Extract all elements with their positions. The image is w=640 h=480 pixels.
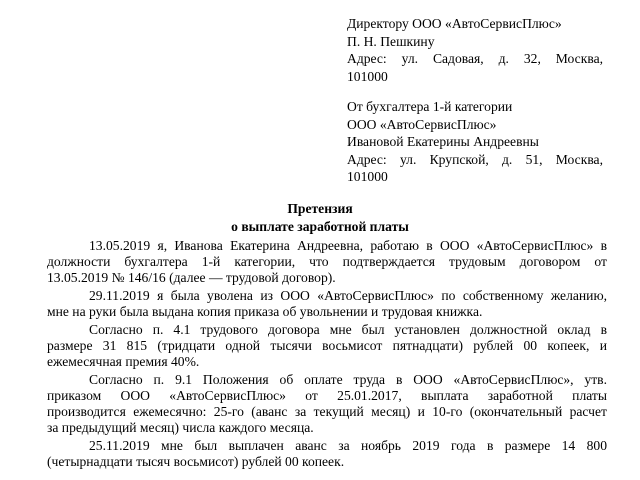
paragraph — [47, 438, 607, 470]
sender-line: Адрес: ул. Крупской, д. 51, Москва, — [347, 151, 603, 167]
paragraph-line: Согласно п. 9.1 Положения об оплате труда в ООО «АвтоСервисПлюс», утв. — [89, 372, 607, 387]
paragraph-line: должности бухгалтера 1-й категории, что подтверждается трудовым договором от — [47, 254, 607, 269]
paragraph-line: приказом ООО «АвтоСервисПлюс» от 25.01.2017, выплата заработной платы — [47, 388, 607, 403]
sender-block — [347, 98, 603, 186]
document-title: Претензия — [287, 201, 353, 216]
sender-line: 101000 — [347, 169, 388, 185]
paragraph-line: 13.05.2019 № 146/16 (далее — трудовой договор). — [47, 270, 336, 285]
paragraph-line: за предыдущий месяц) числа каждого месяца. — [47, 420, 314, 435]
recipient-line: Адрес: ул. Садовая, д. 32, Москва, — [347, 51, 603, 67]
paragraph-line: 29.11.2019 я была уволена из ООО «АвтоСервисПлюс» по собственному желанию, — [89, 288, 607, 303]
paragraph — [47, 322, 607, 370]
paragraph-line: Согласно п. 4.1 трудового договора мне был установлен должностной оклад в — [89, 322, 607, 337]
document-subtitle: о выплате заработной платы — [231, 219, 409, 234]
recipient-line: П. Н. Пешкину — [347, 33, 435, 49]
paragraph-line: (четырнадцати тысяч восьмисот) рублей 00 копеек. — [47, 454, 345, 469]
recipient-line: Директору ООО «АвтоСервисПлюс» — [347, 16, 562, 31]
recipient-line: 101000 — [347, 68, 388, 84]
paragraph-line: мне на руки была выдана копия приказа об увольнении и трудовая книжка. — [47, 304, 483, 319]
paragraph-line: 13.05.2019 я, Иванова Екатерина Андреевна, работаю в ООО «АвтоСервисПлюс» в — [89, 238, 607, 253]
paragraph — [47, 288, 607, 320]
paragraph-line: размере 31 815 (тридцати одной тысячи восьмисот пятнадцати) рублей 00 копеек, и — [47, 338, 607, 353]
sender-line: Ивановой Екатерины Андреевны — [347, 134, 539, 150]
paragraph-line: 25.11.2019 мне был выплачен аванс за ноябрь 2019 года в размере 14 800 — [89, 438, 607, 453]
document-body — [47, 238, 607, 470]
paragraph — [47, 372, 607, 436]
paragraph-line: производится ежемесячно: 25-го (аванс за текущий месяц) и 10-го (окончательный расчет — [47, 404, 607, 419]
paragraph-line: ежемесячная премия 40%. — [47, 354, 200, 369]
sender-line: От бухгалтера 1-й категории — [347, 99, 513, 114]
paragraph — [47, 238, 607, 286]
recipient-block — [347, 15, 603, 85]
sender-line: ООО «АвтоСервисПлюс» — [347, 116, 497, 132]
